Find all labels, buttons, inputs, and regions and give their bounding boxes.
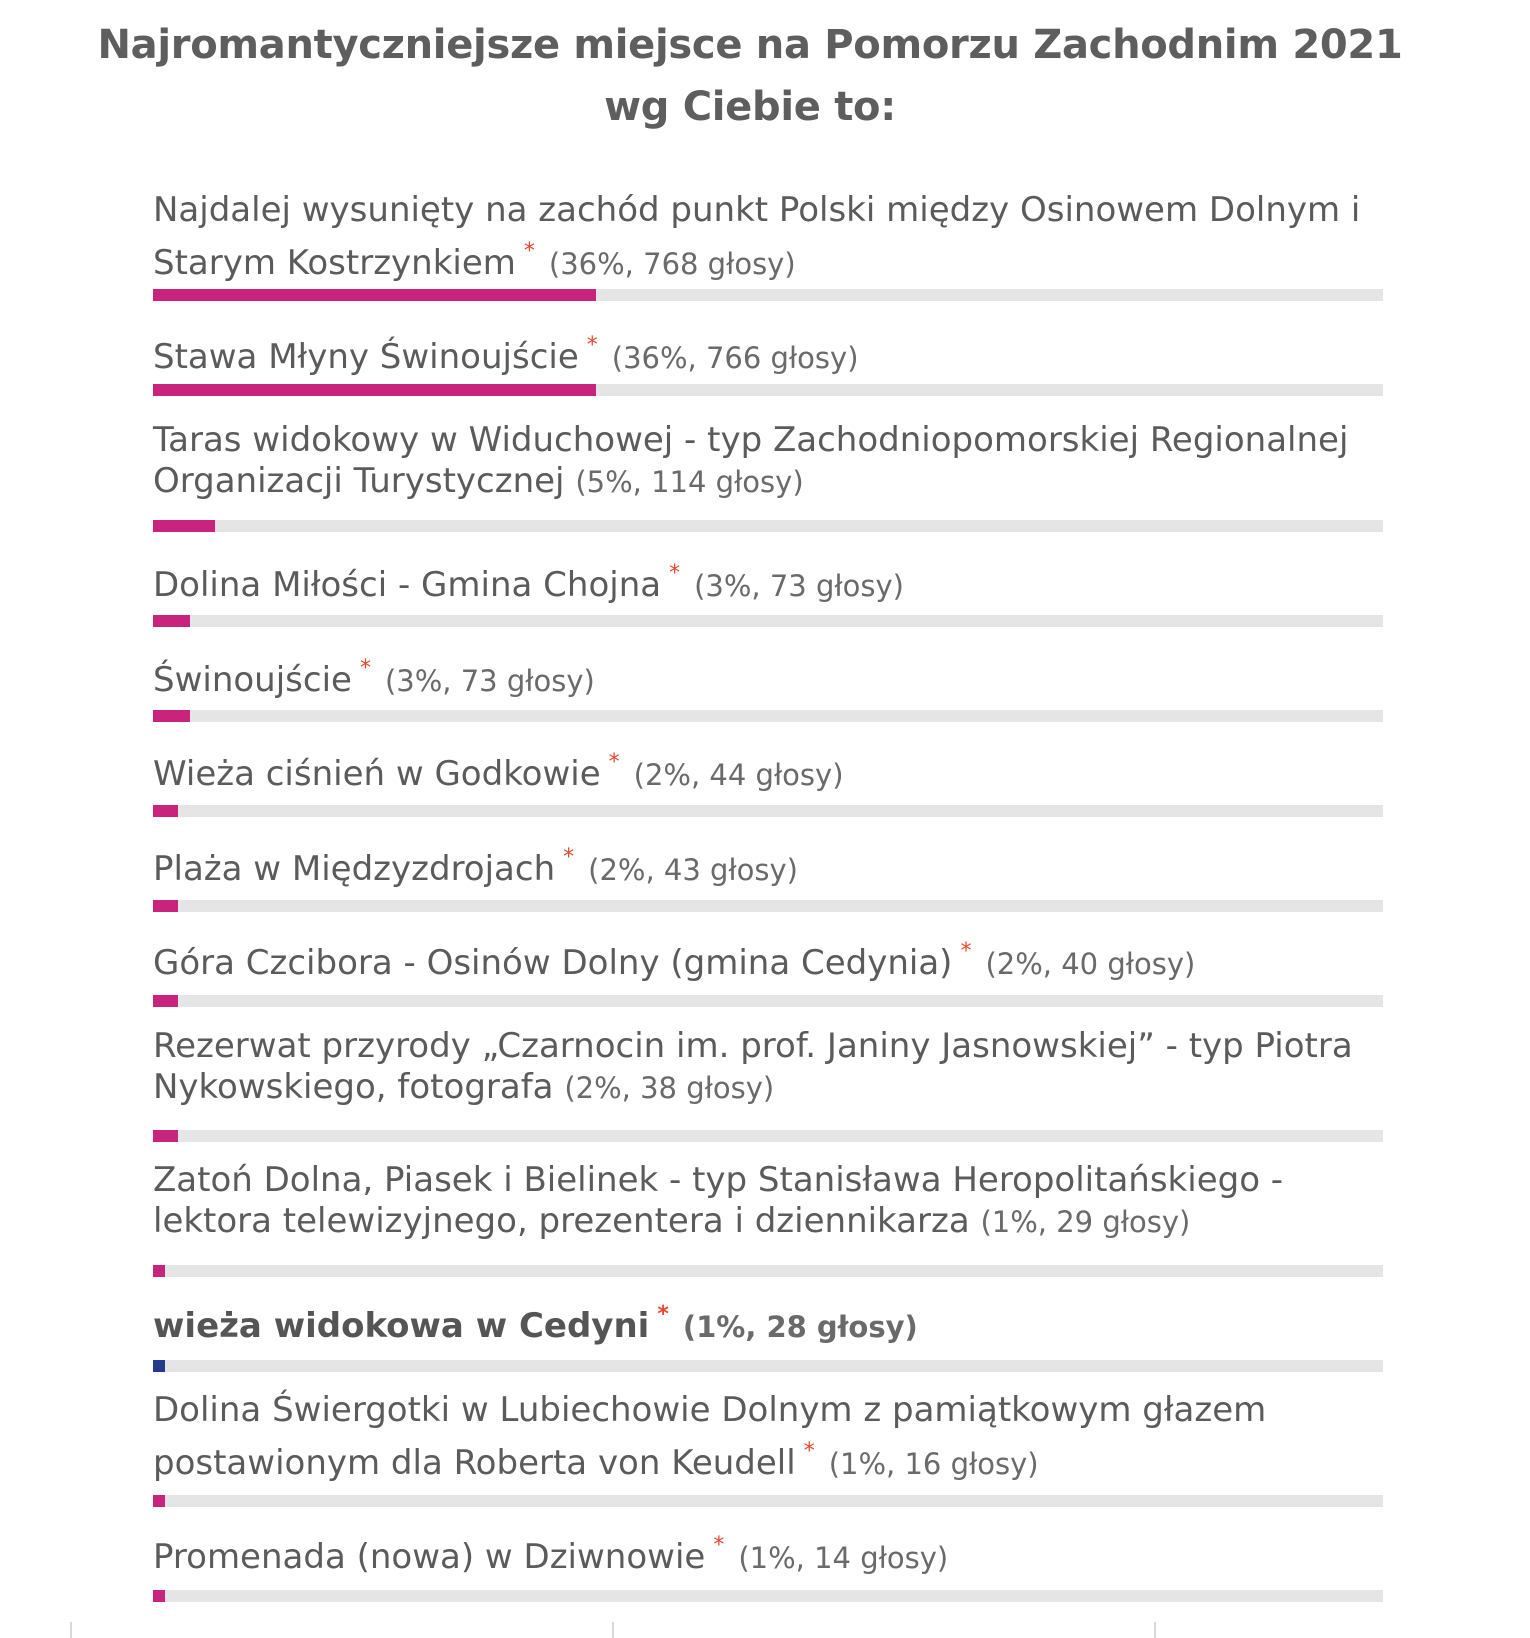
bar	[153, 1265, 165, 1277]
poll-option[interactable]	[153, 1294, 1383, 1348]
poll-option[interactable]	[153, 1160, 1383, 1243]
option-name: Zatoń Dolna, Piasek i Bielinek - typ Stanisława Heropolitańskiego - lektora telewizyjnego, prezentera i dziennikarza	[153, 1160, 1284, 1241]
poll-option[interactable]	[153, 1390, 1383, 1485]
poll-option-label	[153, 1294, 1383, 1348]
poll-option[interactable]	[153, 648, 1383, 702]
asterisk-icon: *	[960, 939, 972, 964]
data-label: (36%, 766 głosy)	[611, 341, 859, 375]
option-name: Wieża ciśnień w Godkowie	[153, 754, 601, 794]
asterisk-icon: *	[523, 239, 535, 264]
poll-option[interactable]	[153, 742, 1383, 796]
bar-track	[153, 1130, 1383, 1142]
option-name: Stawa Młyny Świnoujście	[153, 337, 579, 377]
data-label: (1%, 16 głosy)	[828, 1447, 1039, 1481]
bar-track	[153, 289, 1383, 301]
option-name: Rezerwat przyrody „Czarnocin im. prof. Janiny Jasnowskiej” - typ Piotra Nykowskiego, fotografa	[153, 1026, 1353, 1107]
option-name: Najdalej wysunięty na zachód punkt Polski między Osinowem Dolnym i Starym Kostrzynkiem	[153, 190, 1361, 283]
bar	[153, 289, 596, 301]
asterisk-icon: *	[713, 1533, 725, 1558]
option-name: Dolina Miłości - Gmina Chojna	[153, 565, 662, 605]
bar-track	[153, 520, 1383, 532]
poll-option[interactable]	[153, 553, 1383, 607]
data-label: (1%, 29 głosy)	[980, 1205, 1191, 1239]
bar	[153, 805, 178, 817]
data-label: (2%, 43 głosy)	[588, 853, 798, 887]
bottom-divider	[1154, 1622, 1156, 1638]
asterisk-icon: *	[359, 656, 371, 681]
data-label: (1%, 14 głosy)	[738, 1541, 949, 1575]
bottom-divider	[612, 1622, 614, 1638]
asterisk-icon: *	[586, 333, 598, 358]
asterisk-icon: *	[608, 750, 620, 775]
option-name: Góra Czcibora - Osinów Dolny (gmina Cedynia)	[153, 943, 953, 983]
bar	[153, 384, 596, 396]
title-line-2: wg Ciebie to:	[604, 84, 896, 130]
poll-option-label	[153, 420, 1383, 503]
bar-track	[153, 384, 1383, 396]
bar-track	[153, 1590, 1383, 1602]
bar	[153, 710, 190, 722]
poll-option[interactable]	[153, 325, 1383, 379]
option-name: Świnoujście	[153, 660, 352, 700]
poll-option-label	[153, 1026, 1383, 1109]
bar	[153, 1495, 165, 1507]
bar	[153, 900, 178, 912]
data-label: (2%, 44 głosy)	[633, 758, 844, 792]
poll-option[interactable]	[153, 420, 1383, 503]
bar	[153, 1360, 165, 1372]
bottom-divider	[70, 1622, 72, 1638]
poll-option-label	[153, 325, 1383, 379]
asterisk-icon: *	[657, 1302, 669, 1327]
poll-option-label	[153, 1390, 1383, 1485]
poll-option-label	[153, 742, 1383, 796]
data-label: (2%, 40 głosy)	[985, 947, 1196, 981]
option-name: Dolina Świergotki w Lubiechowie Dolnym z pamiątkowym głazem postawionym dla Roberta von Keudell	[153, 1390, 1267, 1483]
data-label: (36%, 768 głosy)	[548, 247, 796, 281]
bar-track	[153, 900, 1383, 912]
poll-option-label	[153, 1160, 1383, 1243]
asterisk-icon: *	[803, 1439, 815, 1464]
data-label: (2%, 38 głosy)	[564, 1071, 775, 1105]
bar	[153, 995, 178, 1007]
bar	[153, 1130, 178, 1142]
poll-option-label	[153, 190, 1383, 285]
bar-track	[153, 805, 1383, 817]
poll-option[interactable]	[153, 1026, 1383, 1109]
bar	[153, 1590, 165, 1602]
poll-option-label	[153, 1525, 1383, 1579]
asterisk-icon: *	[669, 561, 681, 586]
option-name: Taras widokowy w Widuchowej - typ Zachodniopomorskiej Regionalnej Organizacji Turystycznej	[153, 420, 1349, 501]
title-line-1: Najromantyczniejsze miejsce na Pomorzu Zachodnim 2021	[97, 22, 1403, 68]
bar	[153, 520, 215, 532]
option-name: wieża widokowa w Cedyni	[153, 1306, 650, 1346]
option-name: Plaża w Międzyzdrojach	[153, 849, 556, 889]
poll-option[interactable]	[153, 1525, 1383, 1579]
bar	[153, 615, 190, 627]
bar-track	[153, 1360, 1383, 1372]
poll-option-label	[153, 648, 1383, 702]
bar-track	[153, 615, 1383, 627]
poll-option-label	[153, 553, 1383, 607]
poll-option[interactable]	[153, 837, 1383, 891]
bar-track	[153, 995, 1383, 1007]
poll-option[interactable]	[153, 931, 1383, 985]
bar-track	[153, 1265, 1383, 1277]
poll-option-label	[153, 931, 1383, 985]
bar-track	[153, 710, 1383, 722]
data-label: (1%, 28 głosy)	[682, 1310, 918, 1344]
data-label: (3%, 73 głosy)	[384, 664, 595, 698]
option-name: Promenada (nowa) w Dziwnowie	[153, 1537, 706, 1577]
bar-track	[153, 1495, 1383, 1507]
poll-option[interactable]	[153, 190, 1383, 285]
data-label: (3%, 73 głosy)	[694, 569, 904, 603]
data-label: (5%, 114 głosy)	[575, 465, 804, 499]
asterisk-icon: *	[563, 845, 575, 870]
poll-option-label	[153, 837, 1383, 891]
